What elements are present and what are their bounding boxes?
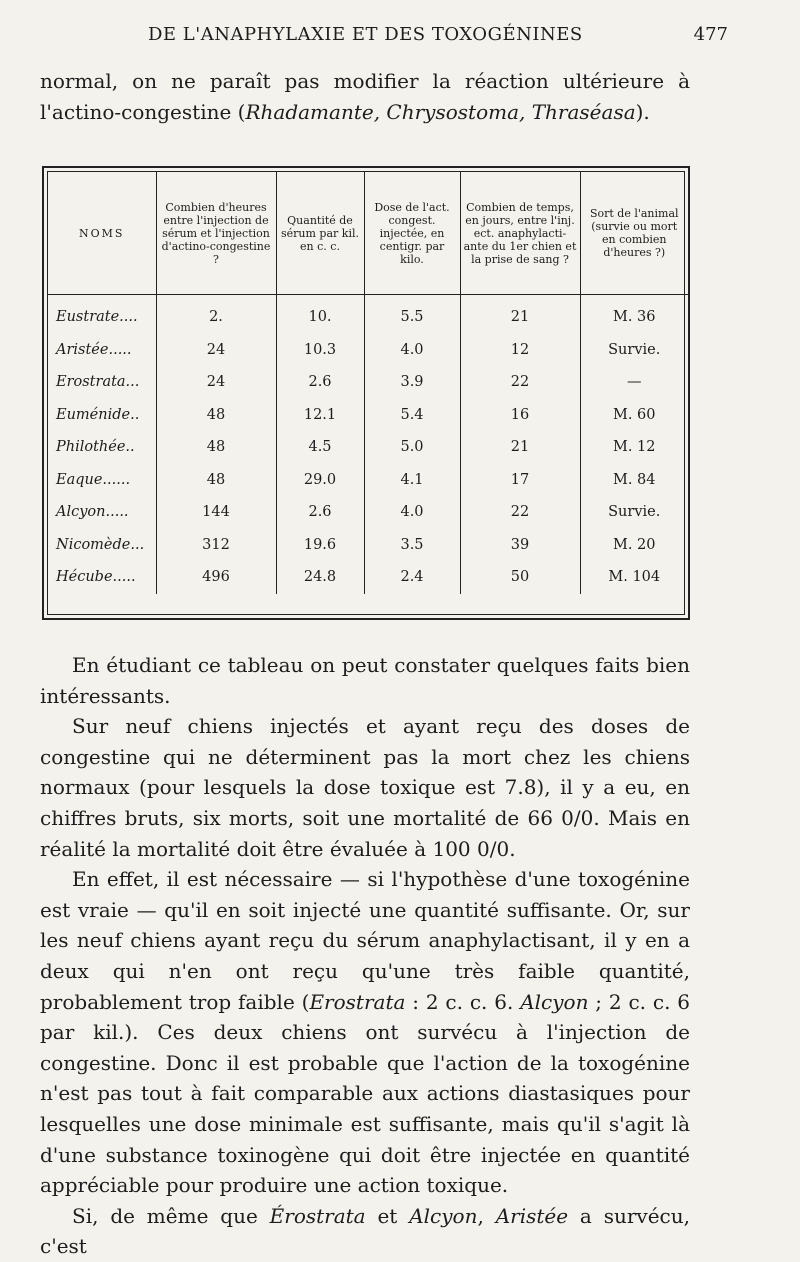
header-quantite: Quantité de sérum par kil. en c. c. <box>276 172 364 295</box>
cell-quantite: 10.3 <box>276 334 364 367</box>
intro-line-1: normal, on ne paraît pas modifier la réaction ultérieure à <box>40 69 690 93</box>
header-sort: Sort de l'animal (survie ou mort en combien d'heures ?) <box>580 172 688 295</box>
cell-jours: 50 <box>460 561 580 594</box>
cell-name: Hécube..... <box>56 569 136 586</box>
cell-sort: M. 12 <box>580 431 688 464</box>
cell-sort: Survie. <box>580 496 688 529</box>
dog-name-alcyon: Alcyon <box>409 1203 478 1228</box>
cell-jours: 39 <box>460 529 580 562</box>
cell-sort: M. 104 <box>580 561 688 594</box>
table-row <box>48 496 688 529</box>
dog-name-alcyon: Alcyon <box>520 989 589 1014</box>
cell-jours: 21 <box>460 431 580 464</box>
cell-quantite: 2.6 <box>276 496 364 529</box>
cell-dose: 3.9 <box>364 366 460 399</box>
cell-sort: M. 36 <box>580 295 688 334</box>
running-header <box>40 24 728 54</box>
cell-name: Aristée..... <box>56 341 132 358</box>
cell-quantite: 2.6 <box>276 366 364 399</box>
header-jours: Combien de temps, en jours, entre l'inj. ect. anaphylacti-ante du 1er chien et la prise de sang ? <box>460 172 580 295</box>
cell-sort: Survie. <box>580 334 688 367</box>
table-row <box>48 561 688 594</box>
cell-heures: 24 <box>156 334 276 367</box>
cell-quantite: 19.6 <box>276 529 364 562</box>
paragraph-2: Sur neuf chiens injectés et ayant reçu des doses de congestine qui ne déterminent pas la mort chez les chiens normaux (pour lesquels la dose toxique est 7.8), il y a eu, en chiffres bruts, six morts, soit une mortalité de 66 0/0. Mais en réalité la mortalité doit être évaluée à 100 0/0. <box>40 714 690 861</box>
intro-line-2: l'actino-congestine (Rhadamante, Chrysostoma, Thraséasa). <box>40 100 650 124</box>
table-header-row <box>48 172 688 295</box>
table-row <box>48 366 688 399</box>
table-row <box>48 431 688 464</box>
cell-sort: M. 60 <box>580 399 688 432</box>
cell-jours: 17 <box>460 464 580 497</box>
cell-sort: M. 20 <box>580 529 688 562</box>
cell-name: Erostrata... <box>56 374 140 391</box>
cell-jours: 16 <box>460 399 580 432</box>
cell-heures: 312 <box>156 529 276 562</box>
table-row <box>48 464 688 497</box>
cell-quantite: 29.0 <box>276 464 364 497</box>
cell-heures: 48 <box>156 399 276 432</box>
results-table-frame <box>42 166 690 620</box>
cell-sort: M. 84 <box>580 464 688 497</box>
cell-name: Euménide.. <box>56 406 140 423</box>
table-row <box>48 399 688 432</box>
header-noms: NOMS <box>48 172 156 295</box>
cell-heures: 2. <box>156 295 276 334</box>
table-row <box>48 295 688 334</box>
cell-sort: — <box>580 366 688 399</box>
cell-jours: 12 <box>460 334 580 367</box>
body-text <box>40 650 690 1262</box>
cell-name: Philothée.. <box>56 439 135 456</box>
intro-dog-names: Rhadamante, Chrysostoma, Thraséasa <box>245 100 636 124</box>
cell-jours: 22 <box>460 366 580 399</box>
paragraph-3: En effet, il est nécessaire — si l'hypothèse d'une toxogénine est vraie — qu'il en soit injecté une quantité suffisante. Or, sur les neuf chiens ayant reçu du sérum anaphylactisant, il y en a deux qui n'en ont reçu qu'une très faible quantité, probablement trop faible (Erostrata : 2 c. c. 6. Alcyon ; 2 c. c. 6 par kil.). Ces deux chiens ont survécu à l'injection de congestine. Donc il est probable que l'action de la toxogénine n'est pas tout à fait comparable aux actions diastasiques pour lesquelles une dose minimale est suffisante, mais qu'il s'agit là d'une substance toxinogène qui doit être injectée en quantité appréciable pour produire une action toxique. <box>40 867 691 1198</box>
cell-dose: 4.0 <box>364 334 460 367</box>
page-number: 477 <box>693 24 728 45</box>
cell-heures: 24 <box>156 366 276 399</box>
cell-quantite: 10. <box>276 295 364 334</box>
results-table <box>48 172 688 594</box>
intro-paragraph <box>40 66 690 128</box>
cell-heures: 48 <box>156 464 276 497</box>
table-row <box>48 334 688 367</box>
cell-heures: 144 <box>156 496 276 529</box>
cell-quantite: 12.1 <box>276 399 364 432</box>
cell-name: Eustrate.... <box>56 309 138 326</box>
cell-name: Nicomède... <box>56 536 145 553</box>
cell-jours: 21 <box>460 295 580 334</box>
cell-heures: 48 <box>156 431 276 464</box>
cell-jours: 22 <box>460 496 580 529</box>
running-title: DE L'ANAPHYLAXIE ET DES TOXOGÉNINES <box>148 24 583 45</box>
dog-name-aristee: Aristée <box>495 1203 569 1228</box>
dog-name-erostrata: Erostrata <box>309 989 406 1014</box>
cell-heures: 496 <box>156 561 276 594</box>
results-table-inner <box>47 171 685 615</box>
paragraph-1: En étudiant ce tableau on peut constater quelques faits bien intéressants. <box>40 653 690 708</box>
cell-dose: 2.4 <box>364 561 460 594</box>
cell-dose: 3.5 <box>364 529 460 562</box>
cell-name: Alcyon..... <box>56 504 129 521</box>
dog-name-erostrata: Érostrata <box>269 1203 366 1228</box>
header-dose: Dose de l'act. congest. injectée, en centigr. par kilo. <box>364 172 460 295</box>
header-heures: Combien d'heures entre l'injection de sérum et l'injection d'actino-congestine ? <box>156 172 276 295</box>
cell-quantite: 4.5 <box>276 431 364 464</box>
cell-dose: 5.0 <box>364 431 460 464</box>
cell-dose: 4.1 <box>364 464 460 497</box>
table-row <box>48 529 688 562</box>
cell-name: Eaque...... <box>56 471 131 488</box>
cell-dose: 4.0 <box>364 496 460 529</box>
paragraph-4: Si, de même que Érostrata et Alcyon, Aristée a survécu, c'est <box>40 1203 690 1259</box>
cell-quantite: 24.8 <box>276 561 364 594</box>
cell-dose: 5.5 <box>364 295 460 334</box>
cell-dose: 5.4 <box>364 399 460 432</box>
